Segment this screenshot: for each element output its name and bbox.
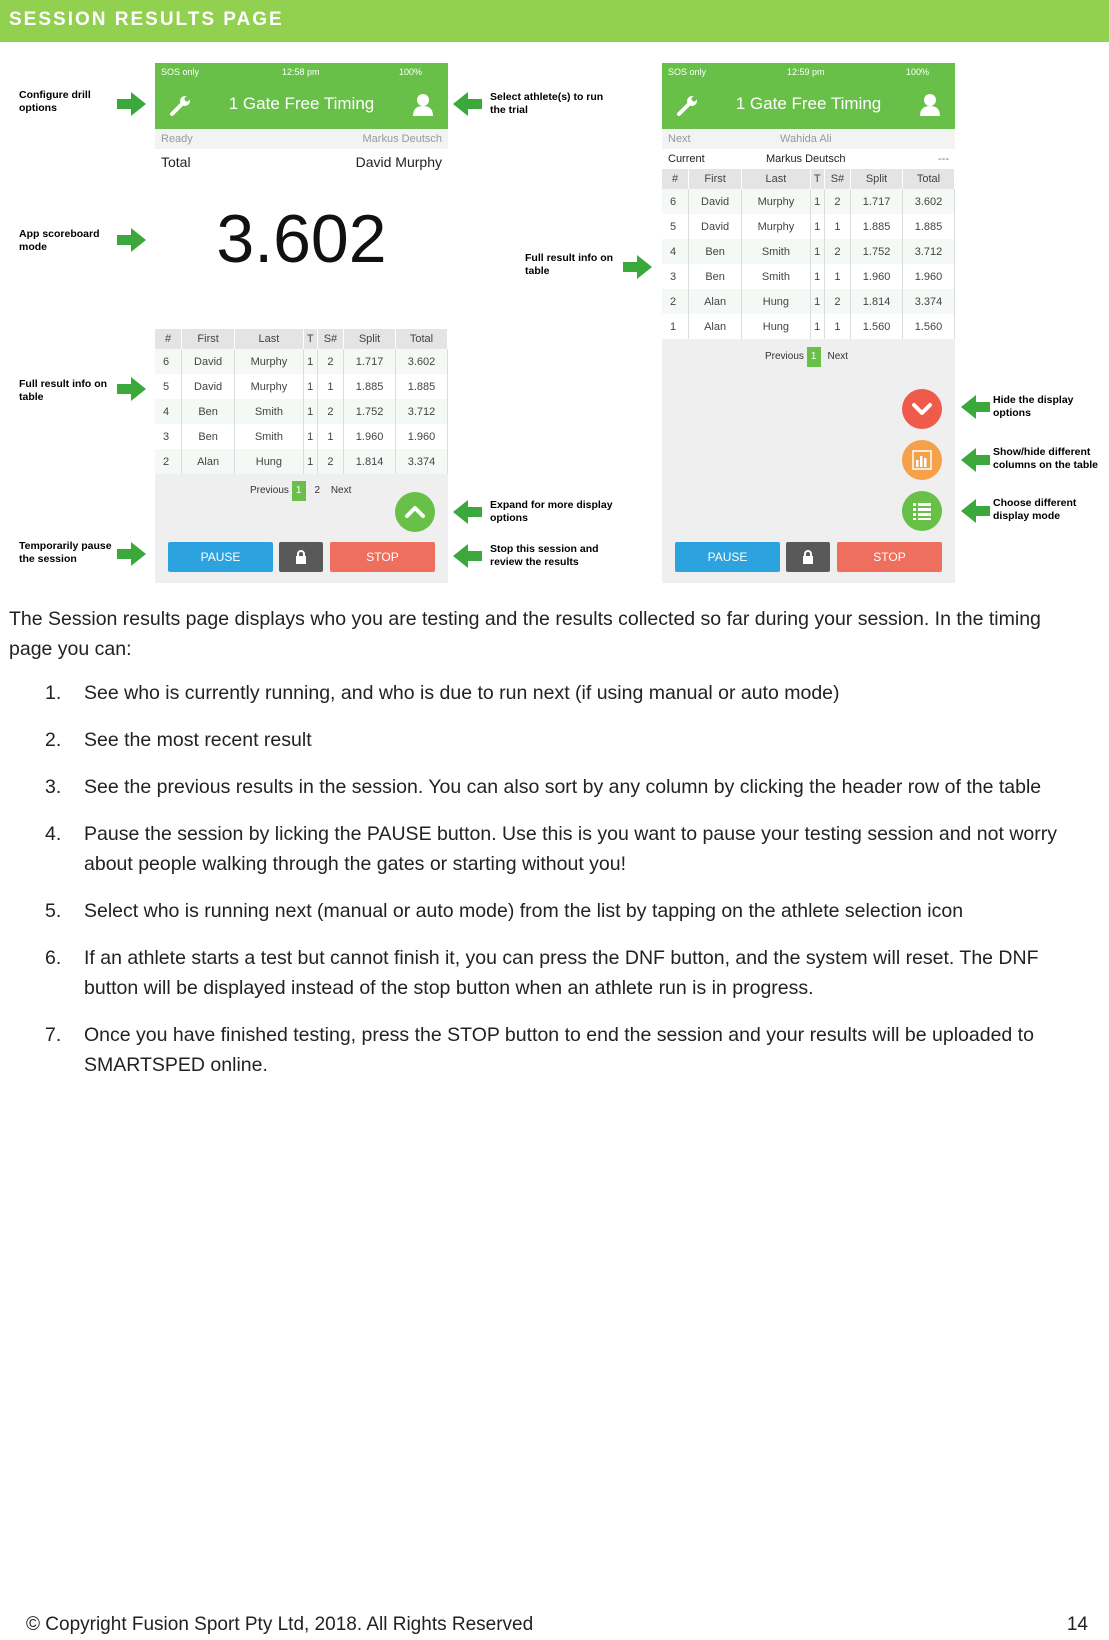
table-cell: 1.960: [851, 264, 903, 289]
arrow-right-icon: [117, 376, 147, 402]
table-cell: 4: [155, 399, 182, 424]
callout-configure: Configure drill options: [19, 89, 91, 114]
previous-link[interactable]: Previous: [765, 351, 804, 362]
clock: 12:59 pm: [787, 67, 825, 77]
scoreboard-value: 3.602: [216, 201, 387, 277]
table-cell: 1: [810, 239, 824, 264]
table-cell: 1: [810, 189, 824, 214]
pager: [765, 347, 848, 369]
table-row[interactable]: [662, 239, 955, 264]
drill-title: 1 Gate Free Timing: [735, 94, 882, 113]
current-athlete: Markus Deutsch: [766, 153, 846, 165]
display-mode-button[interactable]: [902, 491, 942, 531]
step-number: 1.: [45, 682, 62, 704]
scoreboard-area: [155, 175, 448, 329]
step-number: 7.: [45, 1024, 62, 1046]
status-bar: [662, 63, 955, 81]
table-cell: 6: [155, 349, 182, 374]
step-text: See the previous results in the session. You can also sort by any column by clicking the header row of the table: [84, 776, 1042, 798]
section-banner: [0, 0, 1109, 42]
table-row[interactable]: [662, 264, 955, 289]
table-cell: David: [182, 349, 235, 374]
table-cell: 2: [317, 449, 343, 474]
callout-full-info-right: Full result info on table: [525, 252, 614, 277]
ready-label: Ready: [161, 133, 193, 145]
table-cell: 2: [317, 399, 343, 424]
table-cell: Smith: [235, 424, 304, 449]
callout-expand: Expand for more display options: [490, 499, 613, 524]
column-header[interactable]: T: [810, 169, 824, 189]
callout-scoreboard: App scoreboard mode: [19, 228, 100, 253]
table-cell: 1: [303, 424, 317, 449]
table-cell: Ben: [182, 424, 235, 449]
table-cell: 3: [662, 264, 689, 289]
column-header[interactable]: Total: [396, 329, 448, 349]
pause-button[interactable]: PAUSE: [168, 542, 273, 572]
table-cell: 1: [303, 374, 317, 399]
right-phone-screenshot: [662, 63, 955, 583]
stop-button[interactable]: STOP: [837, 542, 942, 572]
table-header-row[interactable]: [662, 169, 955, 189]
table-cell: 1: [824, 314, 850, 339]
table-cell: Hung: [742, 314, 811, 339]
table-cell: 3.602: [396, 349, 448, 374]
column-header[interactable]: S#: [824, 169, 850, 189]
results-table: [662, 169, 955, 339]
copyright: © Copyright Fusion Sport Pty Ltd, 2018. All Rights Reserved: [26, 1614, 534, 1635]
table-cell: 1.960: [396, 424, 448, 449]
chevron-down-icon: [902, 389, 942, 429]
lock-button[interactable]: [279, 542, 323, 572]
page-number: 14: [1066, 1614, 1088, 1635]
list-item: [45, 896, 1085, 926]
table-row[interactable]: [662, 214, 955, 239]
table-cell: 1: [810, 264, 824, 289]
next-athlete: Wahida Ali: [780, 133, 832, 145]
callout-pause: Temporarily pause the session: [19, 540, 112, 565]
table-cell: Smith: [742, 264, 811, 289]
table-cell: 1.814: [344, 449, 396, 474]
app-bar: [662, 81, 955, 129]
previous-link[interactable]: Previous: [250, 485, 289, 496]
total-row: [155, 149, 448, 175]
table-cell: 2: [662, 289, 689, 314]
section-title: SESSION RESULTS PAGE: [9, 9, 284, 30]
expand-button[interactable]: [395, 492, 435, 532]
column-header[interactable]: Total: [903, 169, 955, 189]
table-row[interactable]: [155, 449, 448, 474]
table-cell: 2: [824, 239, 850, 264]
table-cell: Murphy: [742, 214, 811, 239]
current-label: Current: [668, 153, 705, 165]
arrow-left-icon: [960, 394, 990, 420]
lock-icon: [295, 550, 307, 564]
table-cell: 1: [303, 349, 317, 374]
table-row[interactable]: [662, 189, 955, 214]
column-header[interactable]: First: [182, 329, 235, 349]
arrow-right-icon: [623, 254, 653, 280]
column-header[interactable]: Last: [742, 169, 811, 189]
arrow-left-icon: [960, 498, 990, 524]
list-item: [45, 819, 1085, 879]
athlete-select-icon[interactable]: [412, 93, 434, 122]
column-header[interactable]: Split: [851, 169, 903, 189]
table-cell: 1.885: [396, 374, 448, 399]
pager: [250, 481, 351, 503]
left-phone-screenshot: [155, 63, 448, 583]
table-cell: 5: [662, 214, 689, 239]
arrow-left-icon: [452, 543, 482, 569]
table-cell: 1.885: [903, 214, 955, 239]
table-cell: 2: [824, 289, 850, 314]
status-bar: [155, 63, 448, 81]
table-cell: 2: [155, 449, 182, 474]
next-link[interactable]: Next: [827, 351, 849, 362]
total-label: Total: [161, 154, 191, 170]
athlete-select-icon[interactable]: [919, 93, 941, 122]
list-item: [45, 678, 1085, 708]
table-cell: 1.960: [344, 424, 396, 449]
arrow-left-icon: [452, 499, 482, 525]
table-cell: Alan: [689, 289, 742, 314]
column-header[interactable]: Last: [235, 329, 304, 349]
callout-full-info-left: Full result info on table: [19, 378, 108, 403]
lock-icon: [802, 550, 814, 564]
table-cell: 1.885: [344, 374, 396, 399]
chevron-up-icon: [395, 492, 435, 532]
steps-list: [45, 678, 1085, 1097]
table-cell: 1.752: [851, 239, 903, 264]
table-cell: 6: [662, 189, 689, 214]
step-text: Pause the session by licking the PAUSE button. Use this is you want to pause your testing session and not worry about people walking through the gates or starting without you!: [84, 823, 1057, 875]
table-row[interactable]: [155, 374, 448, 399]
table-row[interactable]: [155, 399, 448, 424]
pause-button[interactable]: PAUSE: [675, 542, 780, 572]
column-header[interactable]: #: [662, 169, 689, 189]
table-cell: Ben: [689, 239, 742, 264]
table-cell: 3.374: [396, 449, 448, 474]
step-number: 5.: [45, 900, 62, 922]
table-cell: 1.960: [903, 264, 955, 289]
table-cell: Smith: [235, 399, 304, 424]
table-cell: Ben: [689, 264, 742, 289]
callout-hide: Hide the display options: [993, 394, 1074, 419]
battery-label: 100%: [398, 67, 422, 77]
table-cell: David: [689, 189, 742, 214]
page-1[interactable]: 1: [807, 347, 821, 367]
column-header[interactable]: T: [303, 329, 317, 349]
table-cell: 1: [317, 424, 343, 449]
table-cell: Murphy: [742, 189, 811, 214]
arrow-left-icon: [452, 91, 482, 117]
table-cell: 1.717: [344, 349, 396, 374]
table-cell: 3.602: [903, 189, 955, 214]
list-item: [45, 725, 1085, 755]
table-cell: 1: [810, 214, 824, 239]
table-cell: 1: [317, 374, 343, 399]
ready-row: [155, 129, 448, 149]
step-number: 4.: [45, 823, 62, 845]
step-text: Once you have finished testing, press the STOP button to end the session and your results will be uploaded to SMARTSPED online.: [84, 1024, 1034, 1076]
page-2[interactable]: 2: [314, 485, 321, 496]
table-cell: Alan: [182, 449, 235, 474]
table-cell: 1: [810, 314, 824, 339]
next-link[interactable]: Next: [330, 485, 352, 496]
ready-athlete: Markus Deutsch: [362, 133, 442, 145]
table-cell: Alan: [689, 314, 742, 339]
table-cell: 3.712: [903, 239, 955, 264]
columns-button[interactable]: [902, 440, 942, 480]
table-cell: 1.560: [903, 314, 955, 339]
list-item: [45, 772, 1085, 802]
table-cell: 2: [824, 189, 850, 214]
page-1[interactable]: 1: [292, 481, 306, 501]
table-cell: 1.885: [851, 214, 903, 239]
table-cell: 1: [810, 289, 824, 314]
clock: 12:58 pm: [282, 67, 320, 77]
lock-button[interactable]: [786, 542, 830, 572]
intro-paragraph: The Session results page displays who you are testing and the results collected so far during your session. In the timing page you can:: [9, 608, 1041, 660]
table-cell: Murphy: [235, 349, 304, 374]
table-cell: 1: [303, 449, 317, 474]
results-table: [155, 329, 448, 474]
table-row[interactable]: [155, 349, 448, 374]
arrow-right-icon: [117, 541, 147, 567]
column-header[interactable]: #: [155, 329, 182, 349]
table-header-row[interactable]: [155, 329, 448, 349]
list-item: [45, 943, 1085, 1003]
step-text: Select who is running next (manual or auto mode) from the list by tapping on the athlete selection icon: [84, 900, 964, 922]
carrier-label: SOS only: [161, 67, 200, 77]
step-text: If an athlete starts a test but cannot finish it, you can press the DNF button, and the system will reset. The DNF button will be displayed instead of the stop button when an athlete run is in progress.: [84, 947, 1039, 999]
column-header[interactable]: First: [689, 169, 742, 189]
current-value: ---: [938, 153, 949, 165]
step-text: See the most recent result: [84, 729, 312, 751]
table-cell: 2: [317, 349, 343, 374]
table-cell: Smith: [742, 239, 811, 264]
hide-options-button[interactable]: [902, 389, 942, 429]
table-row[interactable]: [662, 314, 955, 339]
app-bar: [155, 81, 448, 129]
table-cell: 1: [824, 264, 850, 289]
table-cell: 1.560: [851, 314, 903, 339]
list-item: [45, 1020, 1085, 1080]
callout-stop: Stop this session and review the results: [490, 543, 599, 568]
arrow-left-icon: [960, 447, 990, 473]
arrow-right-icon: [117, 227, 147, 253]
table-cell: 1: [303, 399, 317, 424]
table-cell: 1: [824, 214, 850, 239]
table-cell: David: [182, 374, 235, 399]
step-number: 6.: [45, 947, 62, 969]
table-cell: 3.374: [903, 289, 955, 314]
column-header[interactable]: S#: [317, 329, 343, 349]
table-cell: Murphy: [235, 374, 304, 399]
table-cell: Hung: [742, 289, 811, 314]
total-athlete: David Murphy: [355, 154, 442, 170]
list-icon: [902, 491, 942, 531]
drill-title: 1 Gate Free Timing: [228, 94, 375, 113]
table-row[interactable]: [662, 289, 955, 314]
table-cell: 3.712: [396, 399, 448, 424]
table-cell: 3: [155, 424, 182, 449]
callout-showhide: Show/hide different columns on the table: [993, 446, 1099, 471]
table-cell: 1.717: [851, 189, 903, 214]
stop-button[interactable]: STOP: [330, 542, 435, 572]
table-cell: 4: [662, 239, 689, 264]
battery-label: 100%: [905, 67, 929, 77]
table-cell: 1.752: [344, 399, 396, 424]
table-row[interactable]: [155, 424, 448, 449]
arrow-right-icon: [117, 91, 147, 117]
carrier-label: SOS only: [668, 67, 707, 77]
table-cell: Hung: [235, 449, 304, 474]
step-text: See who is currently running, and who is due to run next (if using manual or auto mode): [84, 682, 840, 704]
current-row: [662, 149, 955, 169]
table-cell: 5: [155, 374, 182, 399]
callout-select-athlete: Select athlete(s) to run the trial: [490, 91, 604, 116]
bar-chart-icon: [902, 440, 942, 480]
table-cell: Ben: [182, 399, 235, 424]
table-cell: 1: [662, 314, 689, 339]
step-number: 3.: [45, 776, 62, 798]
table-cell: David: [689, 214, 742, 239]
table-cell: 1.814: [851, 289, 903, 314]
callout-choose-mode: Choose different display mode: [993, 497, 1077, 522]
next-label: Next: [668, 133, 691, 145]
column-header[interactable]: Split: [344, 329, 396, 349]
step-number: 2.: [45, 729, 62, 751]
next-row: [662, 129, 955, 149]
